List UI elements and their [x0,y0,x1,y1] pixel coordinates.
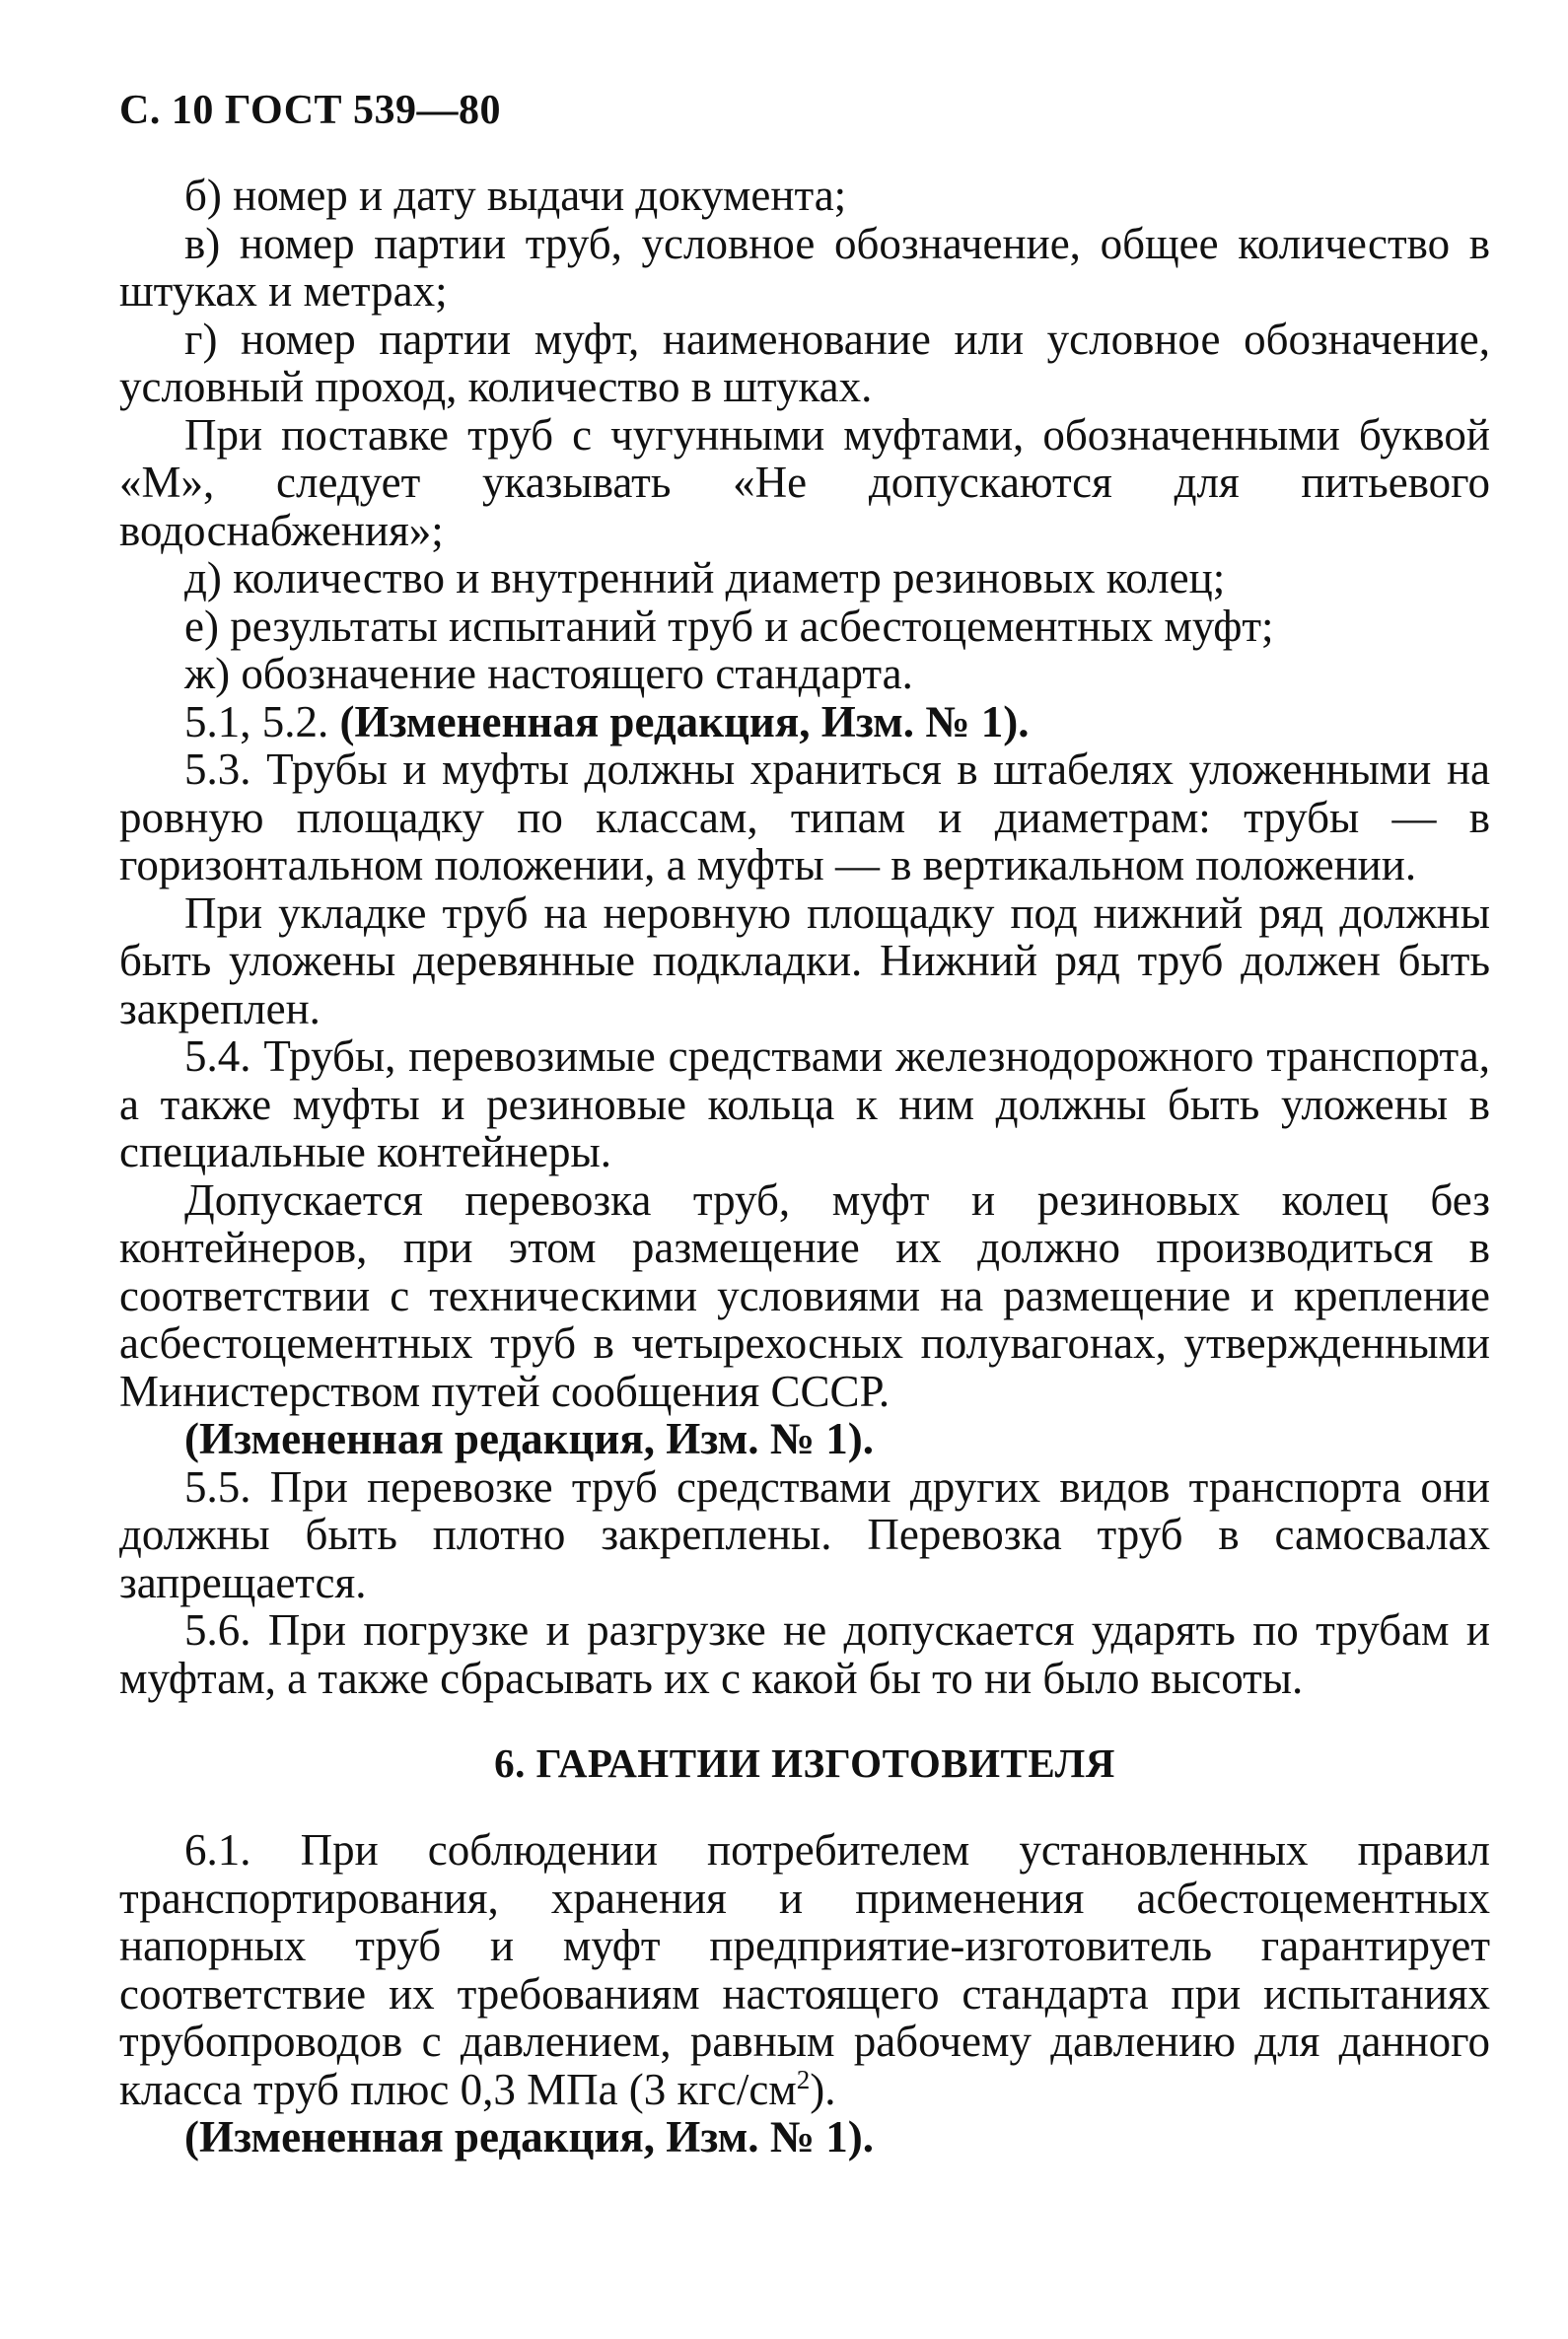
paragraph-6-1 [119,1826,1490,2113]
section-heading: 6. ГАРАНТИИ ИЗГОТОВИТЕЛЯ [494,1740,1115,1786]
paragraph-5-4-cont: Допускается перевозка труб, муфт и резиновых колец без контейнеров, при этом размещение их должно производиться в соответствии с техническими условиями на размещение и крепление асбестоцементных труб в четырехосных полувагонах, утвержденными Министерством путей сообщения СССР. [119,1174,1490,1416]
revision-note: (Измененная редакция, Изм. № 1). [184,1414,875,1463]
list-item-g: г) номер партии муфт, наименование или условное обозначение, условный проход, количество в штуках. [119,314,1490,411]
superscript: 2 [796,2064,811,2094]
revision-note: (Измененная редакция, Изм. № 1). [184,2112,875,2162]
paragraph-6-1-end: ). [810,2064,836,2114]
list-item-d: д) количество и внутренний диаметр резиновых колец; [184,553,1226,602]
page-header: С. 10 ГОСТ 539—80 [119,88,502,133]
revision-note: (Измененная редакция, Изм. № 1). [339,696,1030,746]
clause-number: 5.1, 5.2. [184,696,329,746]
supply-note: При поставке труб с чугунными муфтами, обозначенными буквой «М», следует указывать «Не допускаются для питьевого водоснабжения»; [119,409,1490,555]
list-item-v: в) номер партии труб, условное обозначение, общее количество в штуках и метрах; [119,218,1490,316]
paragraph-5-3-cont: При укладке труб на неровную площадку под нижний ряд должны быть уложены деревянные подкладки. Нижний ряд труб должен быть закреплен. [119,887,1490,1033]
list-item-b: б) номер и дату выдачи документа; [184,171,847,220]
document-page [119,85,1490,2162]
paragraph-5-1-5-2 [119,698,1490,746]
paragraph-5-3: 5.3. Трубы и муфты должны храниться в штабелях уложенными на ровную площадку по классам, типам и диаметрам: трубы — в горизонтальном положении, а муфты — в вертикальном положении. [119,744,1490,889]
paragraph-5-4: 5.4. Трубы, перевозимые средствами железнодорожного транспорта, а также муфты и резиновые кольца к ним должны быть уложены в специальные контейнеры. [119,1031,1490,1176]
paragraph-6-1-text: 6.1. При соблюдении потребителем установленных правил транспортирования, хранения и применения асбестоцементных напорных труб и муфт предприятие-изготовитель гарантирует соответствие их требованиям настоящего стандарта при испытаниях трубопроводов с давлением, равным рабочему давлению для данного класса труб плюс 0,3 МПа (3 кгс/см [119,1825,1490,2114]
paragraph-5-5: 5.5. При перевозке труб средствами других видов транспорта они должны быть плотно закреплены. Перевозка труб в самосвалах запрещается. [119,1461,1490,1607]
list-item-zh: ж) обозначение настоящего стандарта. [184,649,913,698]
paragraph-5-6: 5.6. При погрузке и разгрузке не допускается ударять по трубам и муфтам, а также сбрасывать их с какой бы то ни было высоты. [119,1605,1490,1703]
list-item-e: е) результаты испытаний труб и асбестоцементных муфт; [184,601,1274,651]
